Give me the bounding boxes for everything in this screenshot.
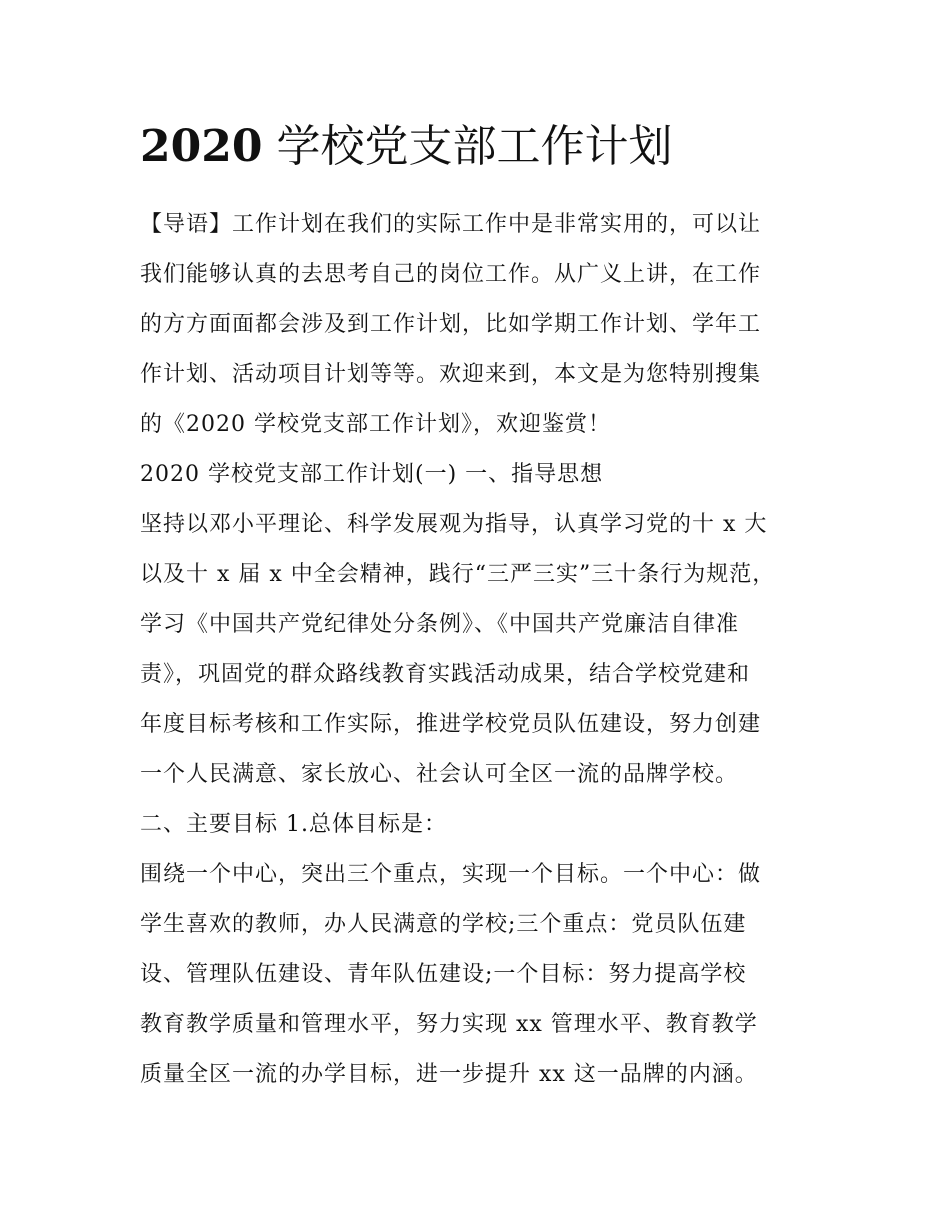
text-line: 以及十 x 届 x 中全会精神，践行“三严三实”三十条行为规范， (140, 562, 776, 587)
text-line: 作计划、活动项目计划等等。欢迎来到，本文是为您特别搜集 (140, 362, 762, 387)
text-line: 质量全区一流的办学目标，进一步提升 xx 这一品牌的内涵。 (140, 1062, 758, 1087)
document-title (140, 112, 840, 182)
text-line: 责》，巩固党的群众路线教育实践活动成果，结合学校党建和 (140, 662, 751, 687)
text-line: 一个人民满意、家长放心、社会认可全区一流的品牌学校。 (140, 762, 739, 787)
text-line: 年度目标考核和工作实际，推进学校党员队伍建设，努力创建 (140, 712, 762, 737)
text-line: 我们能够认真的去思考自己的岗位工作。从广义上讲，在工作 (140, 262, 762, 287)
text-line: 的《2020 学校党支部工作计划》，欢迎鉴赏！ (140, 412, 611, 437)
title-text: 学校党支部工作计划 (262, 121, 673, 172)
title-year: 2020 (140, 121, 263, 172)
text-line: 围绕一个中心，突出三个重点，实现一个目标。一个中心：做 (140, 862, 762, 887)
text-line: 坚持以邓小平理论、科学发展观为指导，认真学习党的十 x 大 (140, 512, 768, 537)
section-heading-line: 2020 学校党支部工作计划(一) 一、指导思想 (140, 462, 604, 487)
text-line: 学生喜欢的教师，办人民满意的学校;三个重点：党员队伍建 (140, 912, 747, 937)
text-line: 的方方面面都会涉及到工作计划，比如学期工作计划、学年工 (140, 312, 762, 337)
text-line: 教育教学质量和管理水平，努力实现 xx 管理水平、教育教学 (140, 1012, 758, 1037)
text-line: 学习《中国共产党纪律处分条例》、《中国共产党廉洁自律准 (140, 612, 740, 637)
document-body (140, 200, 820, 1100)
section-heading-line: 二、主要目标 1.总体目标是： (140, 812, 447, 837)
text-line: 【导语】工作计划在我们的实际工作中是非常实用的，可以让 (140, 212, 762, 237)
text-line: 设、管理队伍建设、青年队伍建设;一个目标：努力提高学校 (140, 962, 747, 987)
